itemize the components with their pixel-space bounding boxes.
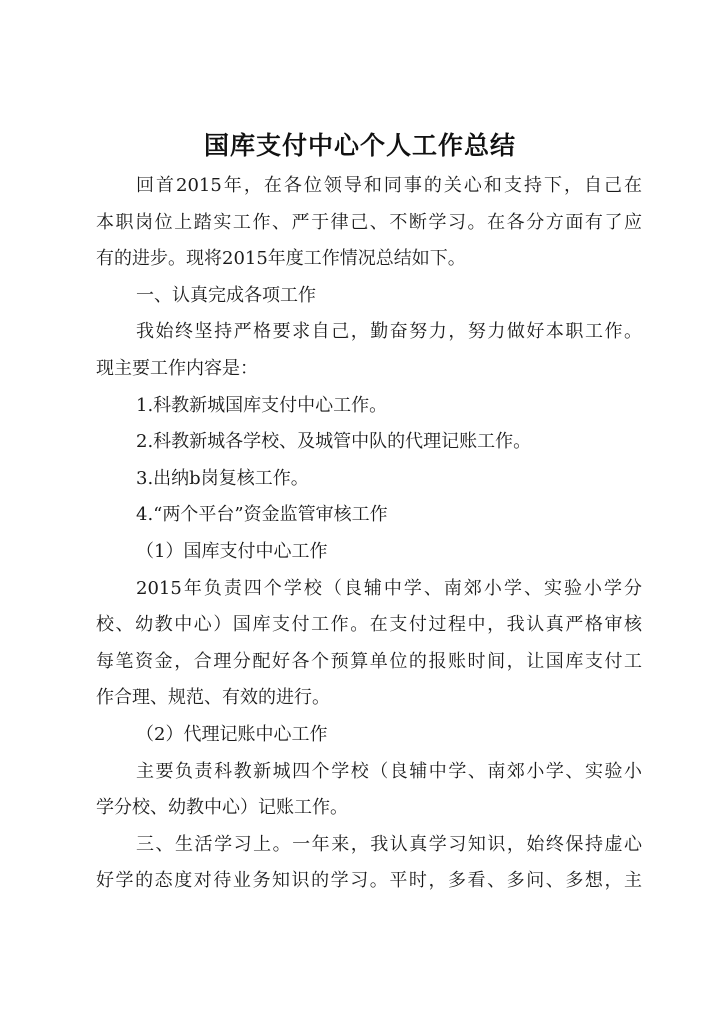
body-line: 回首2015年，在各位领导和同事的关心和支持下，自己在 [136, 175, 642, 196]
body-line: 1.科教新城国库支付中心工作。 [136, 394, 388, 416]
body-line: 每笔资金，合理分配好各个预算单位的报账时间，让国库支付工 [96, 650, 642, 672]
body-line: 校、幼教中心）国库支付工作。在支付过程中，我认真严格审核 [96, 614, 642, 636]
body-line: 4.“两个平台”资金监管审核工作 [136, 504, 388, 526]
body-line: 本职岗位上踏实工作、严于律己、不断学习。在各分方面有了应 [96, 211, 642, 233]
body-line: （2）代理记账中心工作 [136, 723, 328, 745]
body-line: 学分校、幼教中心）记账工作。 [96, 797, 348, 819]
body-line: 作合理、规范、有效的进行。 [96, 687, 330, 709]
body-line: 3.出纳b岗复核工作。 [136, 467, 309, 489]
body-line: 现主要工作内容是： [96, 357, 258, 379]
body-line: 主要负责科教新城四个学校（良辅中学、南郊小学、实验小 [136, 760, 642, 782]
document-title: 国库支付中心个人工作总结 [203, 131, 516, 160]
document-body [96, 168, 642, 900]
body-line: 三、生活学习上。一年来，我认真学习知识，始终保持虚心 [136, 833, 642, 855]
body-line: 我始终坚持严格要求自己，勤奋努力，努力做好本职工作。 [136, 321, 642, 343]
body-line: 好学的态度对待业务知识的学习。平时，多看、多问、多想，主 [96, 870, 642, 892]
body-line: 2.科教新城各学校、及城管中队的代理记账工作。 [136, 431, 532, 453]
body-line: 2015年负责四个学校（良辅中学、南郊小学、实验小学分 [136, 577, 642, 599]
body-line: 一、认真完成各项工作 [136, 284, 316, 306]
body-line: （1）国库支付中心工作 [136, 540, 328, 562]
body-line: 有的进步。现将2015年度工作情况总结如下。 [96, 248, 466, 270]
